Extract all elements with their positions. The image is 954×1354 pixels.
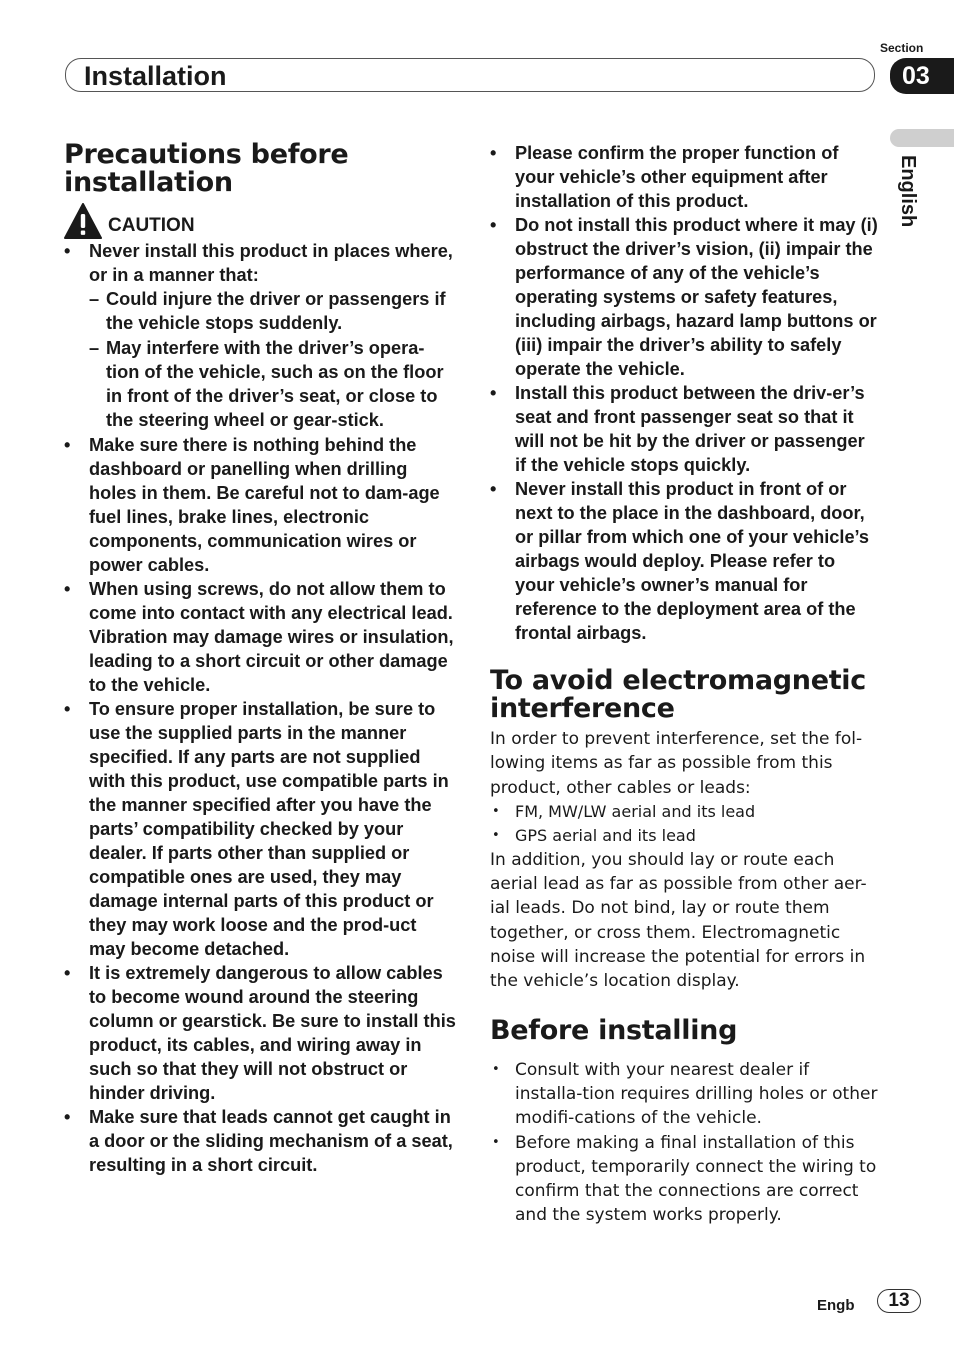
caution-list — [64, 239, 456, 1177]
list-item: • Consult with your nearest dealer if installa-tion requires drilling holes or other modifi-cations of the vehicle. — [490, 1058, 878, 1131]
list-item: • Before making a final installation of this product, temporarily connect the wiring to confirm that the connections are correct and the system works properly. — [490, 1131, 878, 1228]
emi-item-list — [490, 800, 878, 848]
list-item: • Please confirm the proper function of your vehicle’s other equipment after installation of this product. — [490, 141, 878, 213]
footer-language-code: Engb — [817, 1297, 855, 1314]
language-tab-label: English — [897, 155, 919, 228]
section-label: Section — [880, 41, 924, 55]
list-item: • Install this product between the driv-er’s seat and front passenger seat so that it will not be hit by the driver or passenger if the vehicle stops quickly. — [490, 381, 878, 477]
right-column — [490, 141, 878, 1228]
emi-heading — [490, 667, 878, 723]
sub-list-item: – Could injure the driver or passengers if the vehicle stops suddenly. — [89, 287, 456, 336]
precautions-heading — [64, 141, 456, 197]
language-tab-marker — [890, 129, 954, 147]
left-column — [64, 141, 456, 1177]
list-item: • Never install this product in front of or next to the place in the dashboard, door, or pillar from which one of your vehicle’s airbags would deploy. Please refer to your vehicle’s owner’s manual for reference to the deployment area of the frontal airbags. — [490, 477, 878, 645]
caution-label: CAUTION — [108, 215, 195, 236]
list-item: • GPS aerial and its lead — [490, 824, 878, 848]
list-item: • To ensure proper installation, be sure to use the supplied parts in the manner specified. If any parts are not supplied with this product, use compatible parts in the manner specified after you have the parts’ compatibility checked by your dealer. If parts other than supplied or compatible ones are used, they may damage internal parts of this product or they may work loose and the prod-uct may become detached. — [64, 697, 456, 961]
list-item: • Do not install this product where it may (i) obstruct the driver’s vision, (ii) impair the performance of any of the vehicle’s operating systems or safety features, including airbags, hazard lamp buttons or (iii) impair the driver’s ability to safely operate the vehicle. — [490, 213, 878, 381]
before-installing-list — [490, 1058, 878, 1228]
list-item: • Make sure there is nothing behind the dashboard or panelling when drilling holes in them. Be careful not to dam-age fuel lines, brake lines, electronic components, communication wires or power cables. — [64, 433, 456, 577]
page-title: Installation — [84, 61, 227, 91]
before-installing-heading: Before installing — [490, 1014, 738, 1046]
emi-paragraph: In addition, you should lay or route each aerial lead as far as possible from other aer-ial leads. Do not bind, lay or route them together, or cross them. Electromagnetic noise will increase the potential for errors in the vehicle’s location display. — [490, 849, 867, 992]
list-item: • FM, MW/LW aerial and its lead — [490, 800, 878, 824]
emi-heading-line1: To avoid electromagnetic — [490, 665, 866, 696]
list-item: • Make sure that leads cannot get caught in a door or the sliding mechanism of a seat, resulting in a short circuit. — [64, 1105, 456, 1177]
precautions-heading-line1: Precautions before — [64, 139, 349, 170]
list-item — [64, 239, 456, 433]
list-item: • When using screws, do not allow them to come into contact with any electrical lead. Vibration may damage wires or insulation, leading to a short circuit or other damage to the vehicle. — [64, 577, 456, 697]
header-bar — [65, 58, 875, 92]
section-number-badge: 03 — [890, 58, 954, 94]
sub-list — [89, 287, 456, 433]
page-number: 13 — [877, 1289, 921, 1313]
sub-list-item: – May interfere with the driver’s opera-tion of the vehicle, such as on the floor in front of the driver’s seat, or close to the steering wheel or gear-stick. — [89, 336, 456, 433]
list-item: • It is extremely dangerous to allow cables to become wound around the steering column or gearstick. Be sure to install this product, its cables, and wiring away in such so that they will not obstruct or hinder driving. — [64, 961, 456, 1105]
precautions-heading-line2: installation — [64, 167, 233, 198]
caution-block — [64, 203, 456, 239]
warning-triangle-icon — [64, 203, 102, 239]
list-item-text: Never install this product in places where, or in a manner that: — [89, 241, 453, 285]
emi-intro: In order to prevent interference, set the fol-lowing items as far as possible from this product, other cables or leads: — [490, 729, 863, 798]
caution-list-continued — [490, 141, 878, 645]
emi-heading-line2: interference — [490, 693, 675, 724]
